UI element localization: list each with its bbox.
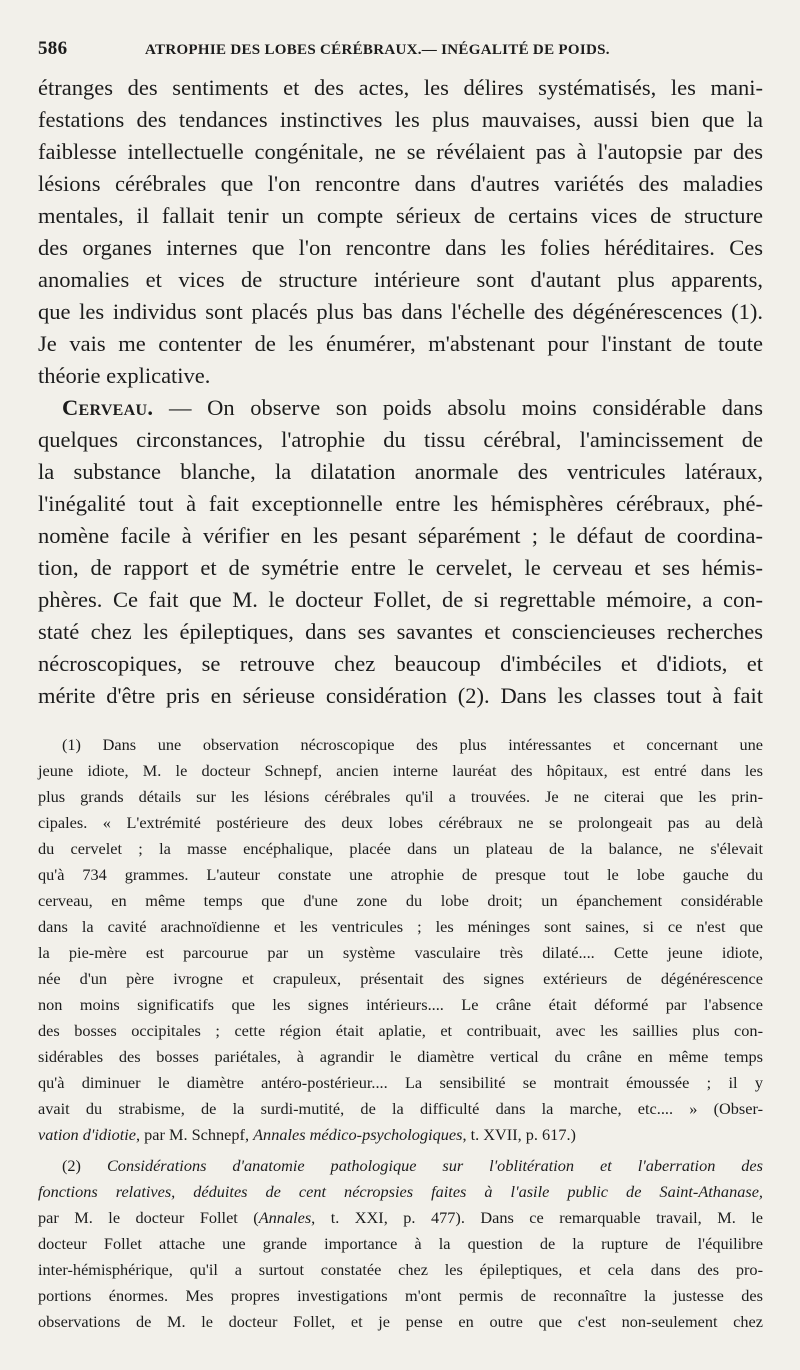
text-line: l'inégalité tout à fait exceptionnelle entre les hémisphères cérébraux, phé-: [38, 491, 763, 516]
text-line: lésions cérébrales que l'on rencontre dans d'autres variétés des maladies: [38, 171, 763, 196]
page-number: 586: [38, 38, 68, 59]
text-line: nomène facile à vérifier en les pesant séparément ; le défaut de coordina-: [38, 523, 763, 548]
text-line: faiblesse intellectuelle congénitale, ne se révélaient pas à l'autopsie par des: [38, 139, 763, 164]
text-line: que les individus sont placés plus bas dans l'échelle des dégénérescences (1).: [38, 299, 763, 324]
text-line: quelques circonstances, l'atrophie du tissu cérébral, l'amincissement de: [38, 427, 763, 452]
journal-title: Annales: [258, 1208, 312, 1227]
text-line: des organes internes que l'on rencontre dans les folies héréditaires. Ces: [38, 235, 763, 260]
text-fragment: , par M. Schnepf,: [136, 1125, 254, 1144]
text-fragment: par M. le docteur Follet (: [38, 1208, 259, 1227]
text-line: mérite d'être pris en sérieuse considération (2). Dans les classes tout à fait: [38, 683, 763, 708]
footnote-line: jeune idiote, M. le docteur Schnepf, ancien interne lauréat des hôpitaux, est entré dans les: [38, 761, 763, 780]
footnote-line: inter-hémisphérique, qu'il a surtout constatée chez les épileptiques, et cela dans des pro-: [38, 1260, 763, 1279]
text-line: phères. Ce fait que M. le docteur Follet, de si regrettable mémoire, a con-: [38, 587, 763, 612]
main-text: [38, 72, 763, 712]
footnote-line: avait du strabisme, de la surdi-mutité, de la difficulté dans la marche, etc.... » (Obser-: [38, 1099, 763, 1118]
text-line: mentales, il fallait tenir un compte sérieux de certains vices de structure: [38, 203, 763, 228]
text-line: théorie explicative.: [38, 363, 211, 388]
footnote-line: des bosses occipitales ; cette région était aplatie, et contribuait, avec les saillies plus con-: [38, 1021, 763, 1040]
footnote-line: [38, 1205, 763, 1231]
footnote-line: cerveau, en même temps que d'une zone du lobe droit; un épanchement considérable: [38, 891, 763, 910]
footnote-1: [38, 732, 763, 1148]
text-line: anomalies et vices de structure intérieure sont d'autant plus apparents,: [38, 267, 763, 292]
paragraph-start-line: [38, 392, 763, 424]
footnote-line: du cervelet ; la masse encéphalique, placée dans un plateau de la balance, ne s'élevait: [38, 839, 763, 858]
text-fragment: , t. XVII, p. 617.): [462, 1125, 576, 1144]
footnote-line: dans la cavité arachnoïdienne et les ventricules ; les méninges sont saines, si ce n'est que: [38, 917, 763, 936]
footnote-2: [38, 1153, 763, 1335]
footnote-line: non moins significatifs que les signes intérieurs.... Le crâne était déformé par l'absence: [38, 995, 763, 1014]
footnote-line: la pie-mère est parcourue par un système vasculaire très dilaté.... Cette jeune idiote,: [38, 943, 763, 962]
citation-title: vation d'idiotie: [38, 1125, 136, 1144]
text-line: Je vais me contenter de les énumérer, m'abstenant pour l'instant de toute: [38, 331, 763, 356]
footnote-line: cipales. « L'extrémité postérieure des deux lobes cérébraux ne se prolongeait pas au delà: [38, 813, 763, 832]
footnote-number: (2): [62, 1156, 107, 1175]
footnote-line: observations de M. le docteur Follet, et je pense en outre que c'est non-seulement chez: [38, 1312, 763, 1331]
text-line: tion, de rapport et de symétrie entre le cervelet, le cerveau et ses hémis-: [38, 555, 763, 580]
footnote-line: [38, 1153, 763, 1179]
footnote-line: qu'à 734 grammes. L'auteur constate une atrophie de presque tout le lobe gauche du: [38, 865, 763, 884]
text-line: étranges des sentiments et des actes, les délires systématisés, les mani-: [38, 75, 763, 100]
text-line: staté chez les épileptiques, dans ses savantes et consciencieuses recherches: [38, 619, 763, 644]
text-fragment: , t. XXI, p. 477). Dans ce remarquable travail, M. le: [311, 1208, 763, 1227]
footnotes: [38, 732, 763, 1335]
footnote-line: [38, 1122, 763, 1148]
text-line: la substance blanche, la dilatation anormale des ventricules latéraux,: [38, 459, 763, 484]
section-heading-cerveau: Cerveau.: [62, 395, 154, 420]
text-line: nécroscopiques, se retrouve chez beaucoup d'imbéciles et d'idiots, et: [38, 651, 763, 676]
text-line: festations des tendances instinctives les plus mauvaises, aussi bien que la: [38, 107, 763, 132]
text-fragment: — On observe son poids absolu moins considérable dans: [153, 395, 763, 420]
citation-title: Considérations d'anatomie pathologique sur l'oblitération et l'aberration des: [106, 1156, 763, 1175]
footnote-line: docteur Follet attache une grande importance à la question de la rupture de l'équilibre: [38, 1234, 763, 1253]
journal-title: Annales médico-psychologiques: [253, 1125, 463, 1144]
footnote-line: sidérables des bosses pariétales, à agrandir le diamètre vertical du crâne en même temps: [38, 1047, 763, 1066]
footnote-line: portions énormes. Mes propres investigations m'ont permis de reconnaître la justesse des: [38, 1286, 763, 1305]
running-head: ATROPHIE DES LOBES CÉRÉBRAUX.— INÉGALITÉ DE POIDS.: [145, 42, 610, 58]
footnote-line: qu'à diminuer le diamètre antéro-postérieur.... La sensibilité se montrait émoussée ; il y: [38, 1073, 763, 1092]
footnote-line: plus grands détails sur les lésions cérébrales qu'il a trouvées. Je ne citerai que les prin-: [38, 787, 763, 806]
footnote-line: née d'un père ivrogne et crapuleux, présentait des signes extérieurs de dégénérescence: [38, 969, 763, 988]
footnote-line: (1) Dans une observation nécroscopique des plus intéressantes et concernant une: [62, 735, 763, 754]
footnote-line: fonctions relatives, déduites de cent nécropsies faites à l'asile public de Saint-Athanase,: [38, 1182, 763, 1201]
